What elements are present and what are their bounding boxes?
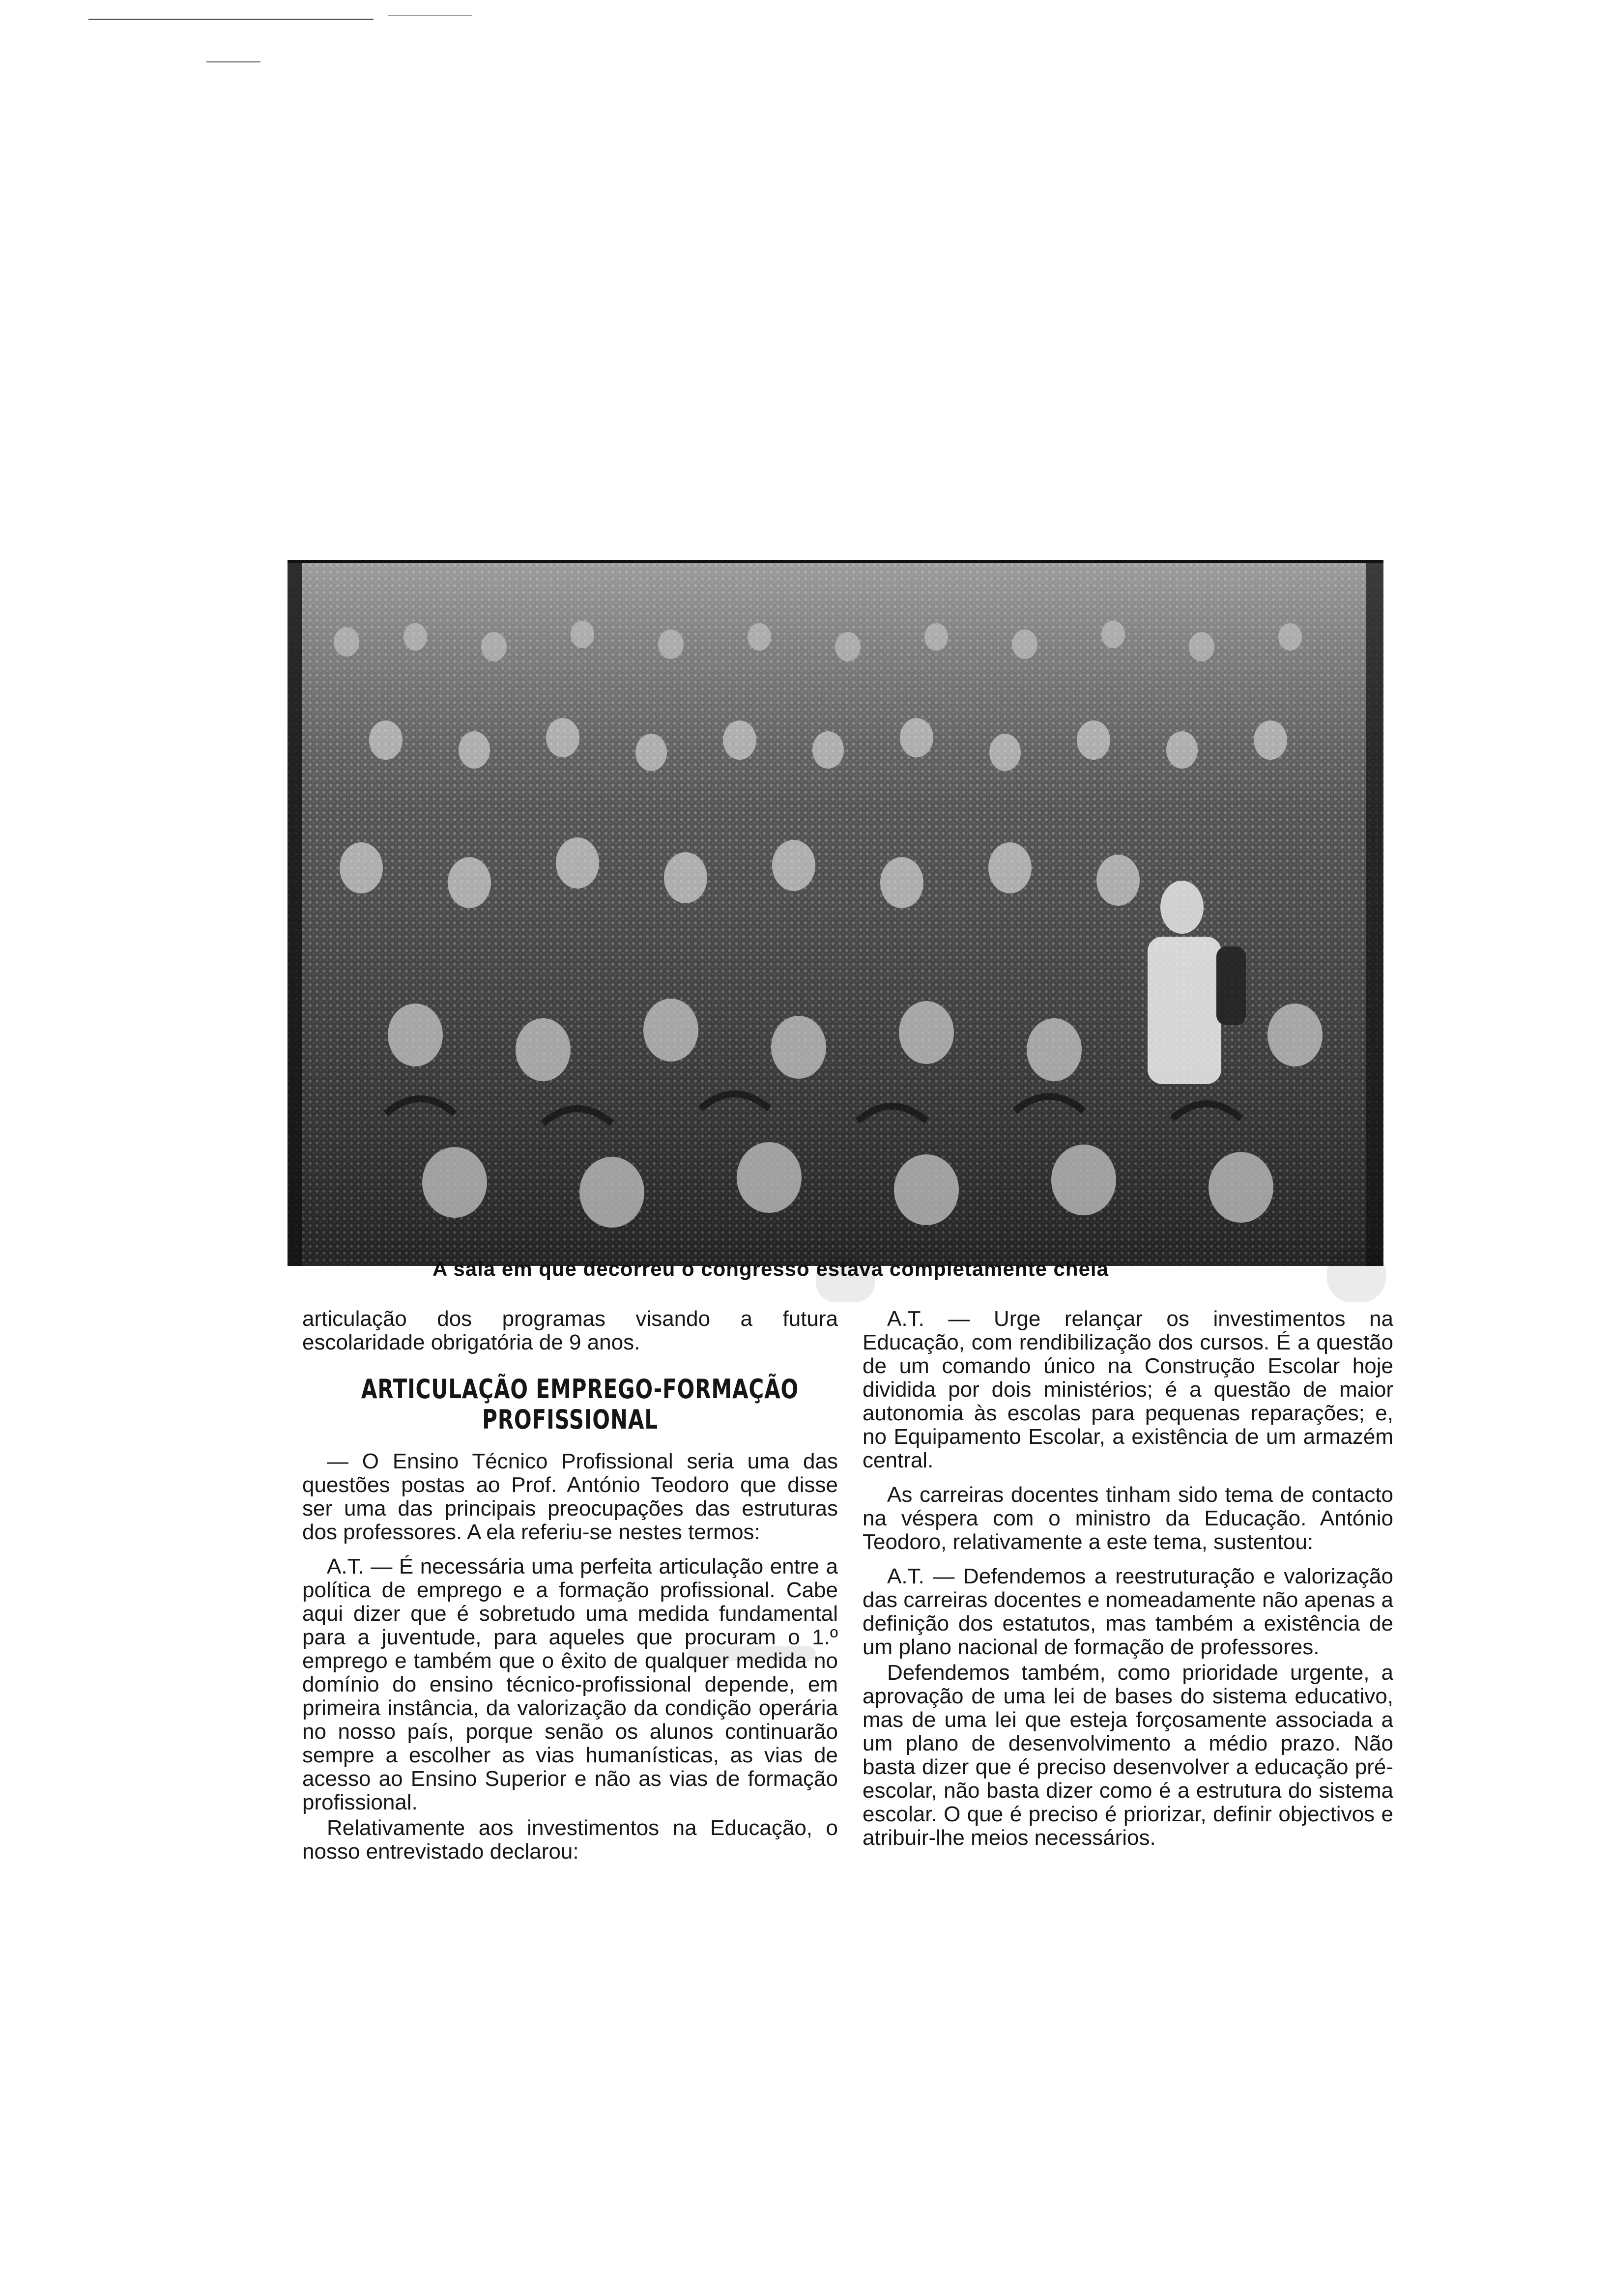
photo-caption: A sala em que decorreu o congresso estava completamente cheia — [432, 1257, 1109, 1280]
paragraph-answer-employment: A.T. — É necessária uma perfeita articulação entre a política de emprego e a formação profissional. Cabe aqui dizer que é sobretudo uma medida fundamental para a juventude, para aqueles que procuram o 1.º emprego e também que o êxito de qualquer medida no domínio do ensino técnico-profissional depende, em primeira instância, da valorização da condição operária no nosso país, porque senão os alunos continuarão sempre a escolher as vias humanísticas, as vias de acesso ao Ensino Superior e não as vias de formação profissional. — [302, 1554, 838, 1814]
section-heading — [361, 1374, 799, 1435]
scan-artifact-dash — [206, 61, 260, 62]
crowd-photo-illustration — [288, 563, 1383, 1266]
section-heading-line-1: ARTICULAÇÃO EMPREGO-FORMAÇÃO — [361, 1374, 799, 1405]
article-left-column — [302, 1307, 838, 1866]
congress-hall-photo — [288, 560, 1383, 1266]
scan-artifact-line — [388, 15, 472, 16]
photocopy-smudge — [688, 1646, 816, 1661]
section-heading-line-2: PROFISSIONAL — [482, 1404, 658, 1435]
scan-artifact-line — [88, 19, 374, 20]
paragraph-investment-intro: Relativamente aos investimentos na Educação, o nosso entrevistado declarou: — [302, 1816, 838, 1864]
article-right-column — [863, 1307, 1393, 1852]
paragraph-answer-investment: A.T. — Urge relançar os investimentos na Educação, com rendibilização dos cursos. É a questão de um comando único na Construção Escolar hoje dividida por dois ministérios; é a questão de maior autonomia às escolas para pequenas reparações; e, no Equipamento Escolar, a existência de um armazém central. — [863, 1307, 1393, 1472]
paragraph-opening: articulação dos programas visando a futura escolaridade obrigatória de 9 anos. — [302, 1307, 838, 1354]
paragraph-careers-intro: As carreiras docentes tinham sido tema de contacto na véspera com o ministro da Educação. António Teodoro, relativamente a este tema, sustentou: — [863, 1483, 1393, 1554]
paragraph-intro: — O Ensino Técnico Profissional seria uma das questões postas ao Prof. António Teodoro que disse ser uma das principais preocupações das estruturas dos professores. A ela referiu-se nestes termos: — [302, 1449, 838, 1544]
paragraph-answer-careers: A.T. — Defendemos a reestruturação e valorização das carreiras docentes e nomeadamente não apenas a definição dos estatutos, mas também a existência de um plano nacional de formação de professores. — [863, 1564, 1393, 1659]
photocopy-smudge — [816, 1258, 875, 1302]
photocopy-smudge — [1327, 1248, 1386, 1302]
paragraph-closing: Defendemos também, como prioridade urgente, a aprovação de uma lei de bases do sistema educativo, mas de uma lei que esteja forçosamente associada a um plano de desenvolvimento a médio prazo. Não basta dizer que é preciso desenvolver a educação pré-escolar, não basta dizer como é a estrutura do sistema escolar. O que é preciso é priorizar, definir objectivos e atribuir-lhe meios necessários. — [863, 1661, 1393, 1850]
